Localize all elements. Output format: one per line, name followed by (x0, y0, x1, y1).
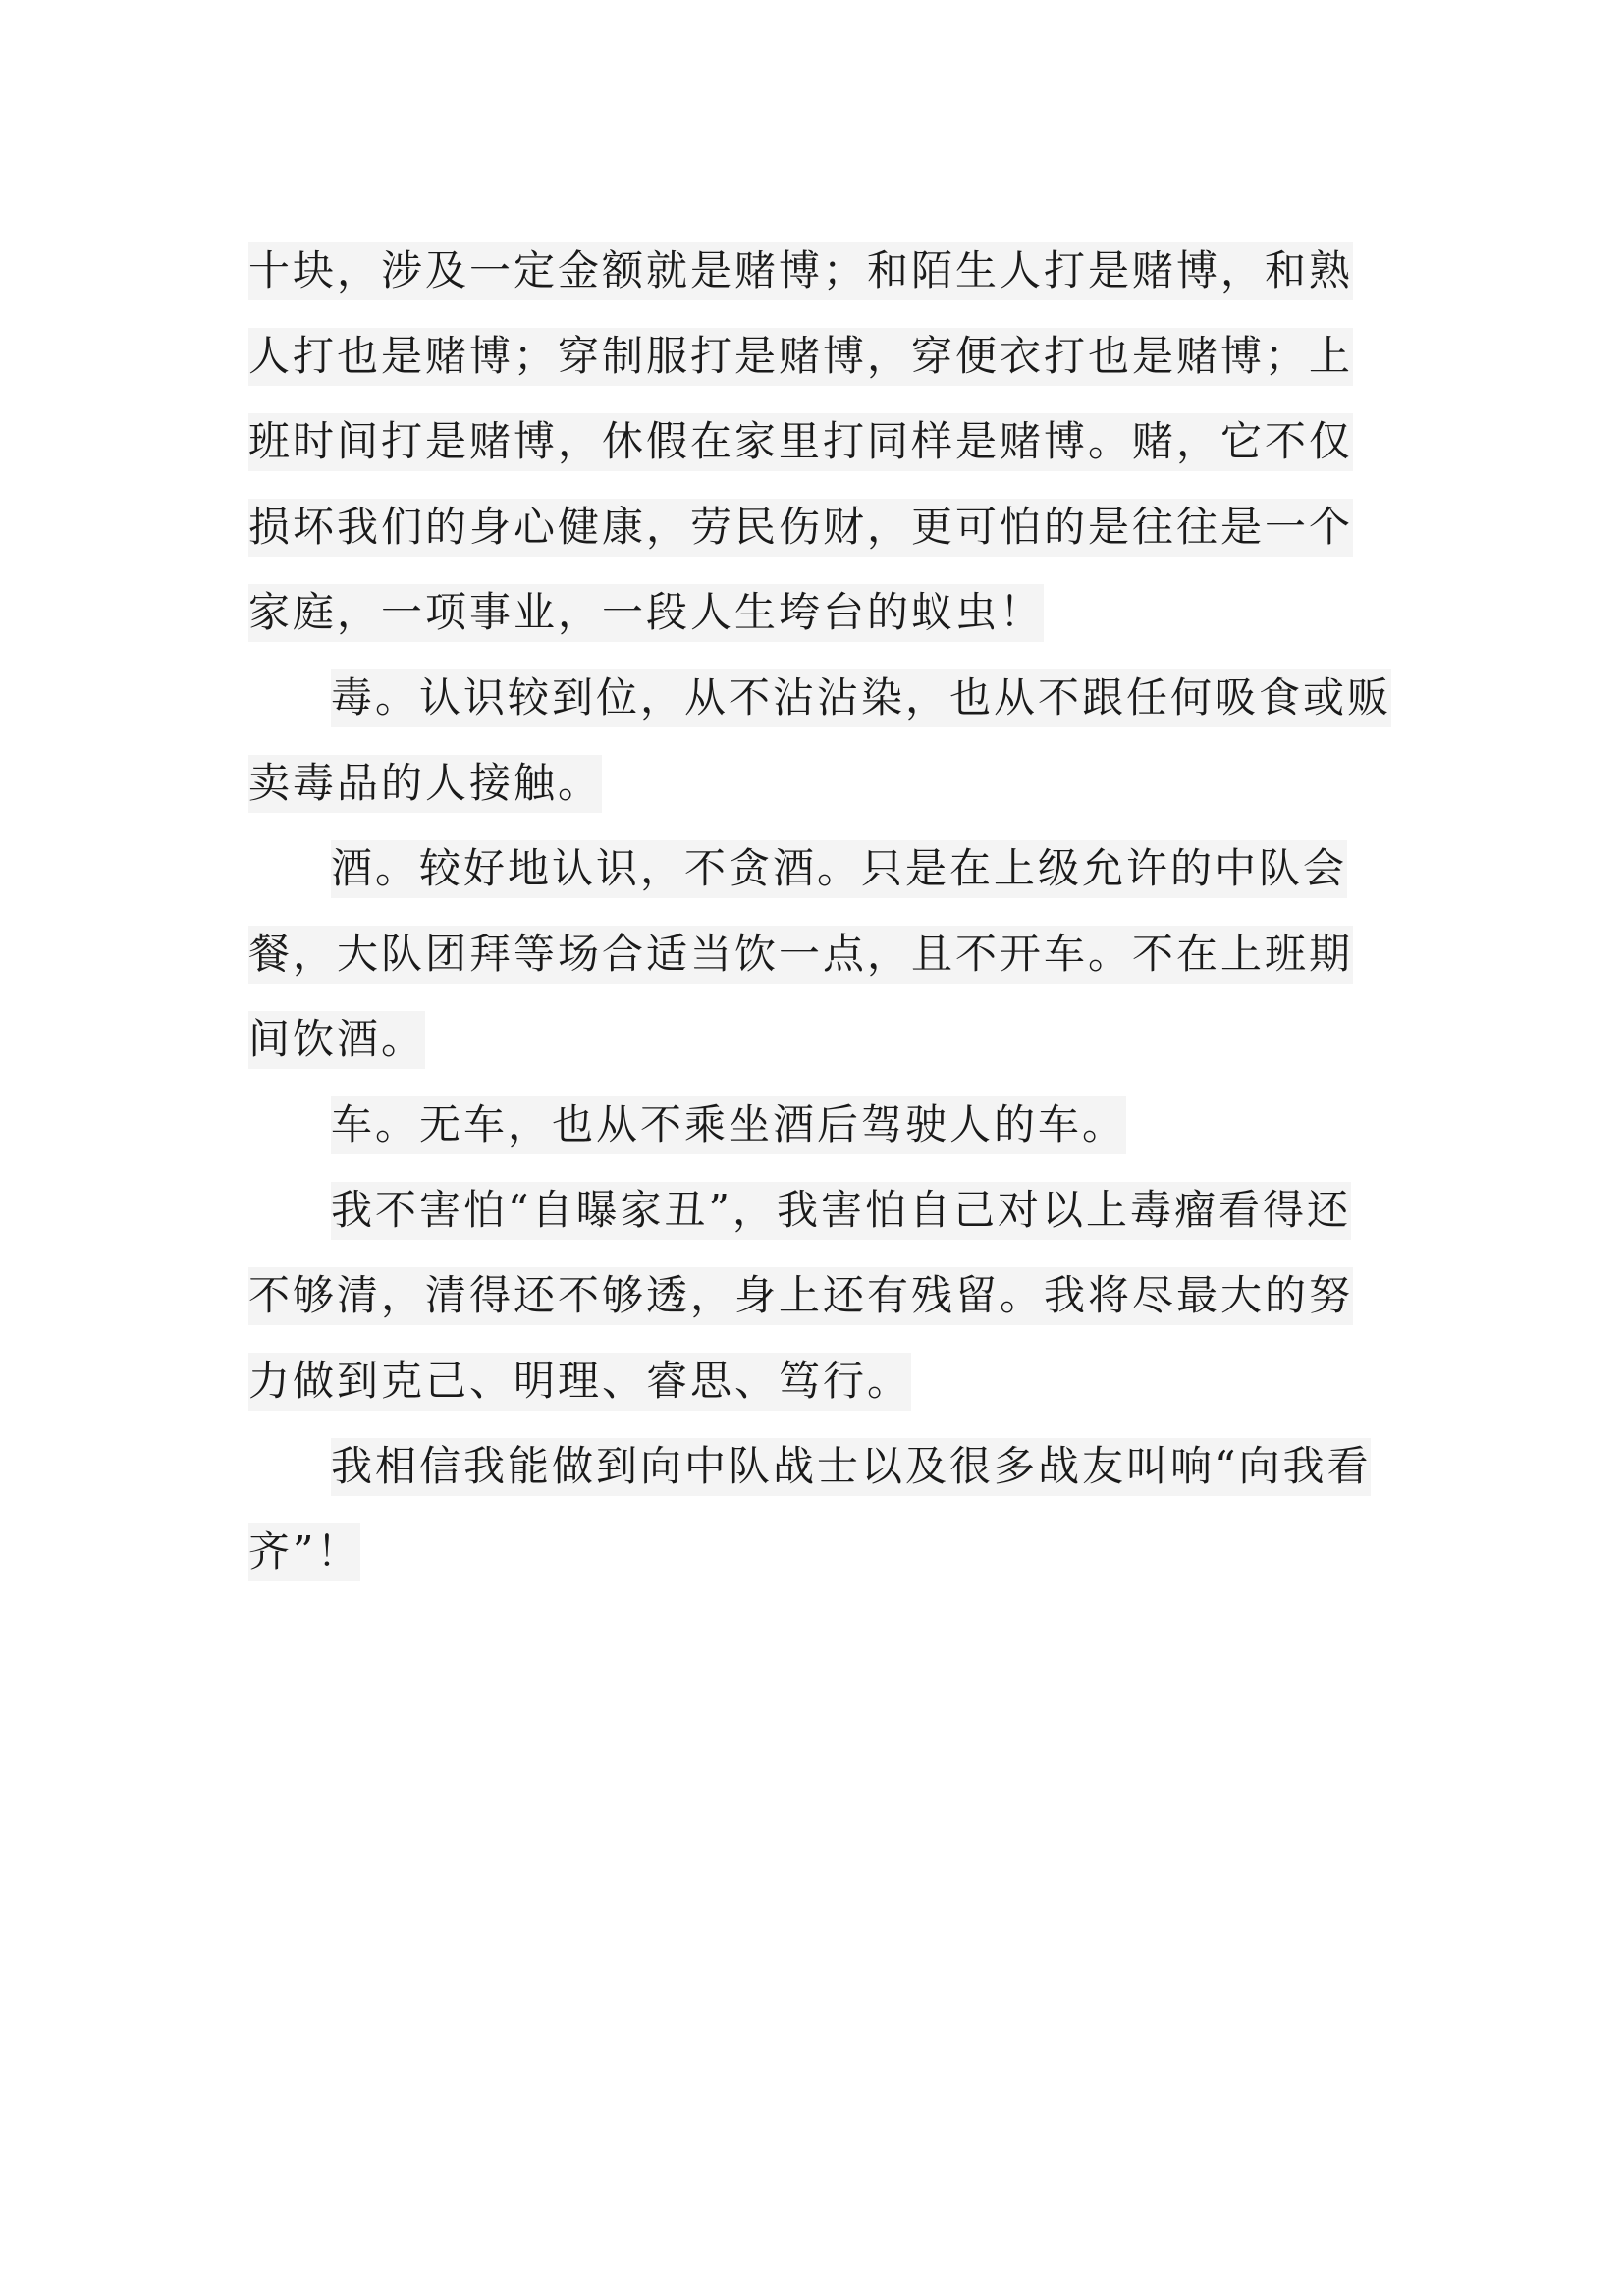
paragraph-car (248, 1082, 1407, 1167)
text-line: 车。无车，也从不乘坐酒后驾驶人的车。 (248, 1082, 1407, 1167)
text-line: 损坏我们的身心健康，劳民伤财，更可怕的是往往是一个 (248, 484, 1407, 569)
text-line: 家庭，一项事业，一段人生垮台的蚁虫！ (248, 569, 1407, 655)
text-line: 十块，涉及一定金额就是赌博；和陌生人打是赌博，和熟 (248, 228, 1407, 313)
text-line: 齐”！ (248, 1509, 1407, 1594)
paragraph-self-reflection (248, 1167, 1407, 1423)
text-line: 餐，大队团拜等场合适当饮一点，且不开车。不在上班期 (248, 911, 1407, 996)
text-line: 不够清，清得还不够透，身上还有残留。我将尽最大的努 (248, 1253, 1407, 1338)
text-line: 我相信我能做到向中队战士以及很多战友叫响“向我看 (248, 1423, 1407, 1509)
text-line: 班时间打是赌博，休假在家里打同样是赌博。赌，它不仅 (248, 399, 1407, 484)
text-line: 酒。较好地认识，不贪酒。只是在上级允许的中队会 (248, 826, 1407, 911)
text-line: 人打也是赌博；穿制服打是赌博，穿便衣打也是赌博；上 (248, 313, 1407, 399)
text-line: 毒。认识较到位，从不沾沾染，也从不跟任何吸食或贩 (248, 655, 1407, 740)
paragraph-conclusion (248, 1423, 1407, 1594)
paragraph-alcohol (248, 826, 1407, 1082)
text-line: 间饮酒。 (248, 996, 1407, 1082)
paragraph-gambling (248, 228, 1407, 655)
document-body (248, 228, 1407, 1594)
text-line: 卖毒品的人接触。 (248, 740, 1407, 826)
paragraph-drugs (248, 655, 1407, 826)
text-line: 力做到克己、明理、睿思、笃行。 (248, 1338, 1407, 1423)
text-line: 我不害怕“自曝家丑”，我害怕自己对以上毒瘤看得还 (248, 1167, 1407, 1253)
